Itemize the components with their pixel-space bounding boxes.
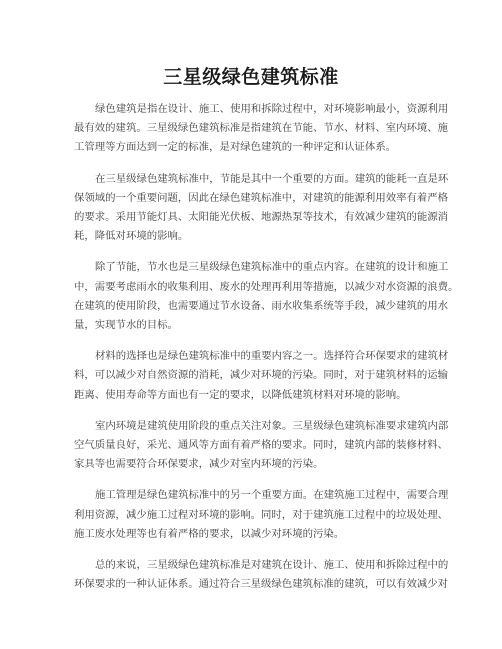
paragraph-indoor [74,417,449,475]
text-line: 最有效的建筑。三星级绿色建筑标准是指建筑在节能、节水、材料、室内环境、施 [74,122,449,135]
document-title: 三星级绿色建筑标准 [163,66,339,88]
paragraph-water [74,258,459,335]
text-line: 工管理等方面达到一定的标准，是对绿色建筑的一种评定和认证体系。 [74,141,397,154]
text-line: 环保要求的一种认证体系。通过符合三星级绿色建筑标准的建筑，可以有效减少对 [74,578,449,591]
paragraph-energy [74,170,449,247]
paragraph-materials [74,347,449,405]
text-line: 在三星级绿色建筑标准中，节能是其中一个重要的方面。建筑的能耗一直是环 [95,172,449,185]
text-line: 量，实现节水的目标。 [74,319,178,332]
paragraph-summary [74,556,449,594]
text-line: 空气质量良好，采光、通风等方面有着严格的要求。同时，建筑内部的装修材料、 [74,439,449,452]
text-line: 除了节能，节水也是三星级绿色建筑标准中的重点内容。在建筑的设计和施工 [95,261,449,274]
paragraph-construction [74,486,449,544]
text-line: 耗，降低对环境的影响。 [74,230,189,243]
text-line: 家具等也需要符合环保要求，减少对室内环境的污染。 [74,458,324,471]
text-line: 室内环境是建筑使用阶段的重点关注对象。三星级绿色建筑标准要求建筑内部 [95,419,449,432]
document-body [74,100,459,606]
text-line: 材料的选择也是绿色建筑标准中的重要内容之一。选择符合环保要求的建筑材 [95,350,449,363]
paragraph-intro [74,100,449,158]
text-line: 中，需要考虑雨水的收集利用、废水的处理再利用等措施，以减少对水资源的浪费。 [74,280,459,293]
text-line: 绿色建筑是指在设计、施工、使用和拆除过程中，对环境影响最小，资源利用 [95,103,449,115]
text-line: 在建筑的使用阶段，也需要通过节水设备、雨水收集系统等手段，减少建筑的用水 [74,299,449,312]
text-line: 保领域的一个重要问题，因此在绿色建筑标准中，对建筑的能源利用效率有着严格 [74,191,449,204]
text-line: 总的来说，三星级绿色建筑标准是对建筑在设计、施工、使用和拆除过程中的 [95,559,449,572]
text-line: 利用资源，减少施工过程对环境的影响。同时，对于建筑施工过程中的垃圾处理、 [74,508,449,521]
text-line: 料，可以减少对自然资源的消耗，减少对环境的污染。同时，对于建筑材料的运输 [74,369,449,382]
text-line: 的要求。采用节能灯具、太阳能光伏板、地源热泵等技术，有效减少建筑的能源消 [74,211,449,224]
text-line: 距离、使用寿命等方面也有一定的要求，以降低建筑材料对环境的影响。 [74,388,407,401]
text-line: 施工管理是绿色建筑标准中的另一个重要方面。在建筑施工过程中，需要合理 [95,489,449,502]
text-line: 施工废水处理等也有着严格的要求，以减少对环境的污染。 [74,527,345,540]
